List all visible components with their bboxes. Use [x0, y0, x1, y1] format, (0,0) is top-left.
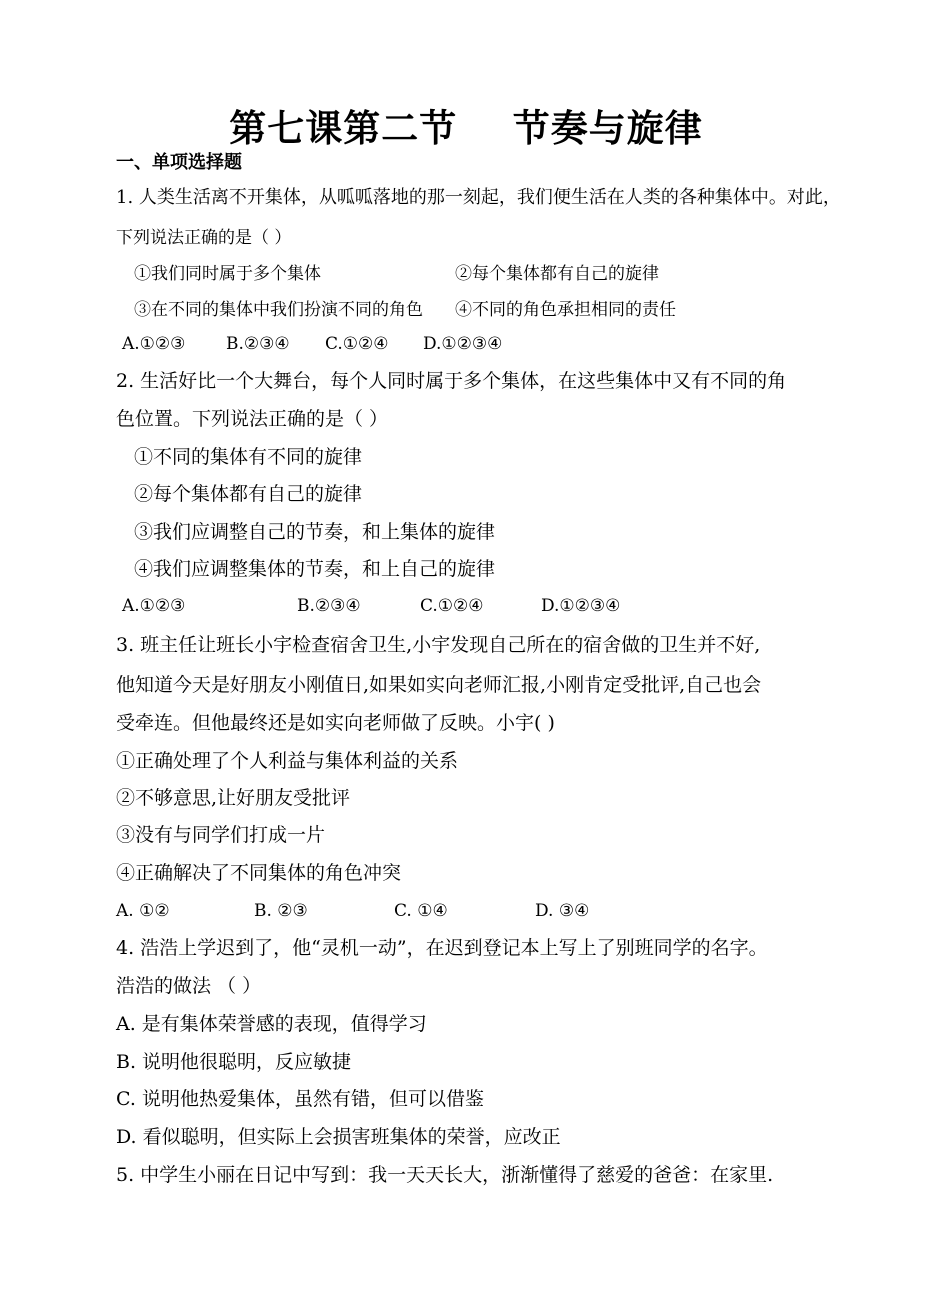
question-3-statement-3: ③没有与同学们打成一片: [116, 824, 326, 846]
question-1-statement-1: ①我们同时属于多个集体: [134, 264, 321, 284]
question-3-stem-line-3: 受牵连。但他最终还是如实向老师做了反映。小宇( ): [116, 712, 555, 734]
question-2-statement-2: ②每个集体都有自己的旋律: [134, 483, 363, 505]
section-heading: 一、单项选择题: [116, 152, 242, 173]
question-5-stem-line-1: 5. 中学生小丽在日记中写到：我一天天长大，浙渐懂得了慈爱的爸爸：在家里.: [116, 1164, 774, 1186]
question-1-statement-4: ④不同的角色承担相同的责任: [455, 300, 676, 320]
question-4-choice-d: D. 看似聪明，但实际上会损害班集体的荣誉，应改正: [116, 1126, 561, 1148]
question-3-choice-a: A. ①②: [116, 901, 170, 921]
question-1-choice-a: A.①②③: [122, 334, 186, 354]
question-3-choice-b: B. ②③: [254, 901, 308, 921]
question-2-choice-a: A.①②③: [122, 596, 186, 616]
question-1-choice-d: D.①②③④: [423, 334, 503, 354]
question-1-stem-line-1: 1. 人类生活离不开集体，从呱呱落地的那一刻起，我们便生活在人类的各种集体中。对此，: [116, 187, 841, 208]
question-2-stem-line-1: 2. 生活好比一个大舞台，每个人同时属于多个集体，在这些集体中又有不同的角: [116, 370, 787, 392]
question-3-stem-line-1: 3. 班主任让班长小宇检查宿舍卫生,小宇发现自己所在的宿舍做的卫生并不好,: [116, 634, 761, 656]
question-2-choice-d: D.①②③④: [541, 596, 621, 616]
question-1-stem-line-2: 下列说法正确的是（ ）: [116, 228, 292, 248]
question-3-statement-1: ①正确处理了个人利益与集体利益的关系: [116, 750, 459, 772]
question-2-statement-4: ④我们应调整集体的节奏，和上自己的旋律: [134, 558, 496, 580]
question-4-choice-b: B. 说明他很聪明，反应敏捷: [116, 1051, 352, 1073]
question-3-choice-d: D. ③④: [535, 901, 590, 921]
question-3-stem-line-2: 他知道今天是好朋友小刚值日,如果如实向老师汇报,小刚肯定受批评,自己也会: [116, 674, 762, 696]
question-4-choice-c: C. 说明他热爱集体，虽然有错，但可以借鉴: [116, 1088, 484, 1110]
question-2-stem-line-2: 色位置。下列说法正确的是（ ）: [116, 408, 389, 430]
question-3-statement-2: ②不够意思,让好朋友受批评: [116, 787, 351, 809]
question-2-choice-c: C.①②④: [420, 596, 484, 616]
question-2-statement-3: ③我们应调整自己的节奏，和上集体的旋律: [134, 521, 496, 543]
question-3-choice-c: C. ①④: [394, 901, 448, 921]
question-3-statement-4: ④正确解决了不同集体的角色冲突: [116, 862, 402, 884]
question-4-stem-line-2: 浩浩的做法 （ ）: [116, 975, 262, 997]
question-1-statement-2: ②每个集体都有自己的旋律: [455, 264, 659, 284]
question-1-choice-c: C.①②④: [325, 334, 389, 354]
page-title: 第七课第二节 节奏与旋律: [229, 106, 703, 150]
question-2-choice-b: B.②③④: [297, 596, 361, 616]
question-1-choice-b: B.②③④: [226, 334, 290, 354]
question-1-statement-3: ③在不同的集体中我们扮演不同的角色: [134, 300, 423, 320]
question-4-stem-line-1: 4. 浩浩上学迟到了，他“灵机一动”，在迟到登记本上写上了别班同学的名字。: [116, 937, 768, 959]
question-4-choice-a: A. 是有集体荣誉感的表现，值得学习: [116, 1013, 427, 1035]
question-2-statement-1: ①不同的集体有不同的旋律: [134, 446, 363, 468]
